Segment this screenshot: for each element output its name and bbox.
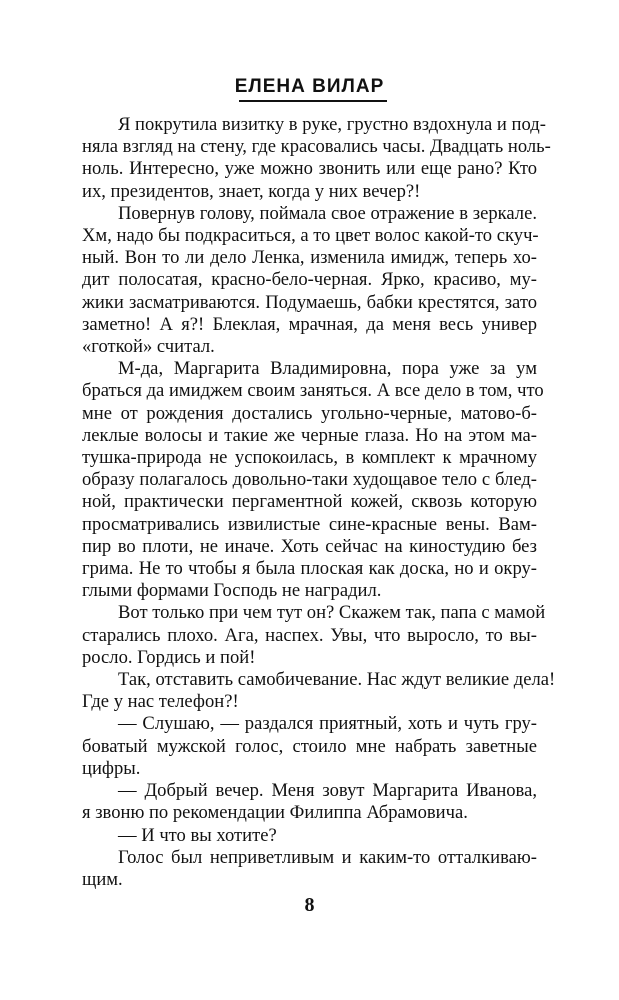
text-line: няла взгляд на стену, где красовались часы. Двадцать ноль- <box>82 136 551 158</box>
text-line: жики засматриваются. Подумаешь, бабки крестятся, зато <box>82 291 537 313</box>
text-line: Хм, надо бы подкраситься, а то цвет волос какой-то скуч- <box>82 225 539 247</box>
running-head <box>0 76 619 98</box>
text-line: старались плохо. Ага, наспех. Увы, что выросло, то вы- <box>82 624 537 646</box>
text-line: цифры. <box>82 757 141 779</box>
text-line: Повернув голову, поймала свое отражение в зеркале. <box>118 202 537 224</box>
text-line: боватый мужской голос, стоило мне набрать заветные <box>82 735 537 757</box>
text-line: Я покрутила визитку в руке, грустно вздохнула и под- <box>118 114 546 135</box>
author-name: ЕЛЕНА ВИЛАР <box>234 76 385 97</box>
text-line: ноль. Интересно, уже можно звонить или еще рано? Кто <box>82 158 537 180</box>
text-line: — Добрый вечер. Меня зовут Маргарита Иванова, <box>118 780 537 802</box>
text-line: дит полосатая, красно-бело-черная. Ярко, красиво, му- <box>82 269 537 291</box>
text-line: я звоню по рекомендации Филиппа Абрамовича. <box>82 802 468 824</box>
text-line: образу полагалось довольно-таки худощавое тело с блед- <box>82 469 537 491</box>
text-line: росло. Гордись и пой! <box>82 646 256 668</box>
text-line: ный. Вон то ли дело Ленка, изменила имидж, теперь хо- <box>82 247 537 269</box>
text-line: Где у нас телефон?! <box>82 691 239 713</box>
page-number: 8 <box>304 894 315 916</box>
text-line: Вот только при чем тут он? Скажем так, папа с мамой <box>118 602 546 624</box>
text-line: заметно! А я?! Блеклая, мрачная, да меня весь универ <box>82 313 537 335</box>
text-line: — И что вы хотите? <box>118 824 277 846</box>
text-line: щим. <box>82 868 123 890</box>
text-line: Голос был неприветливым и каким-то отталкиваю- <box>118 846 537 868</box>
text-line: мне от рождения достались угольно-черные, матово-б- <box>82 402 537 424</box>
body-text <box>82 114 556 891</box>
text-line: браться да имиджем своим заняться. А все дело в том, что <box>82 380 544 402</box>
text-line: глыми формами Господь не наградил. <box>82 580 382 602</box>
text-line: грима. Не то чтобы я была плоская как доска, но и окру- <box>82 558 537 580</box>
text-line: тушка-природа не успокоилась, в комплект к мрачному <box>82 447 537 469</box>
text-line: Так, отставить самобичевание. Нас ждут великие дела! <box>118 669 556 691</box>
text-line: — Слушаю, — раздался приятный, хоть и чуть гру- <box>118 713 537 735</box>
text-line: пир во плоти, не иначе. Хоть сейчас на киностудию без <box>82 535 537 557</box>
text-line: их, президентов, знает, когда у них вечер?! <box>82 180 421 202</box>
text-line: просматривались извилистые сине-красные вены. Вам- <box>82 513 537 535</box>
text-line: «готкой» считал. <box>82 336 215 358</box>
text-line: ной, практически пергаментной кожей, сквозь которую <box>82 491 537 513</box>
text-line: М-да, Маргарита Владимировна, пора уже за ум <box>118 358 537 380</box>
header-rule <box>239 100 387 102</box>
text-line: леклые волосы и такие же черные глаза. Но на этом ма- <box>82 424 537 446</box>
